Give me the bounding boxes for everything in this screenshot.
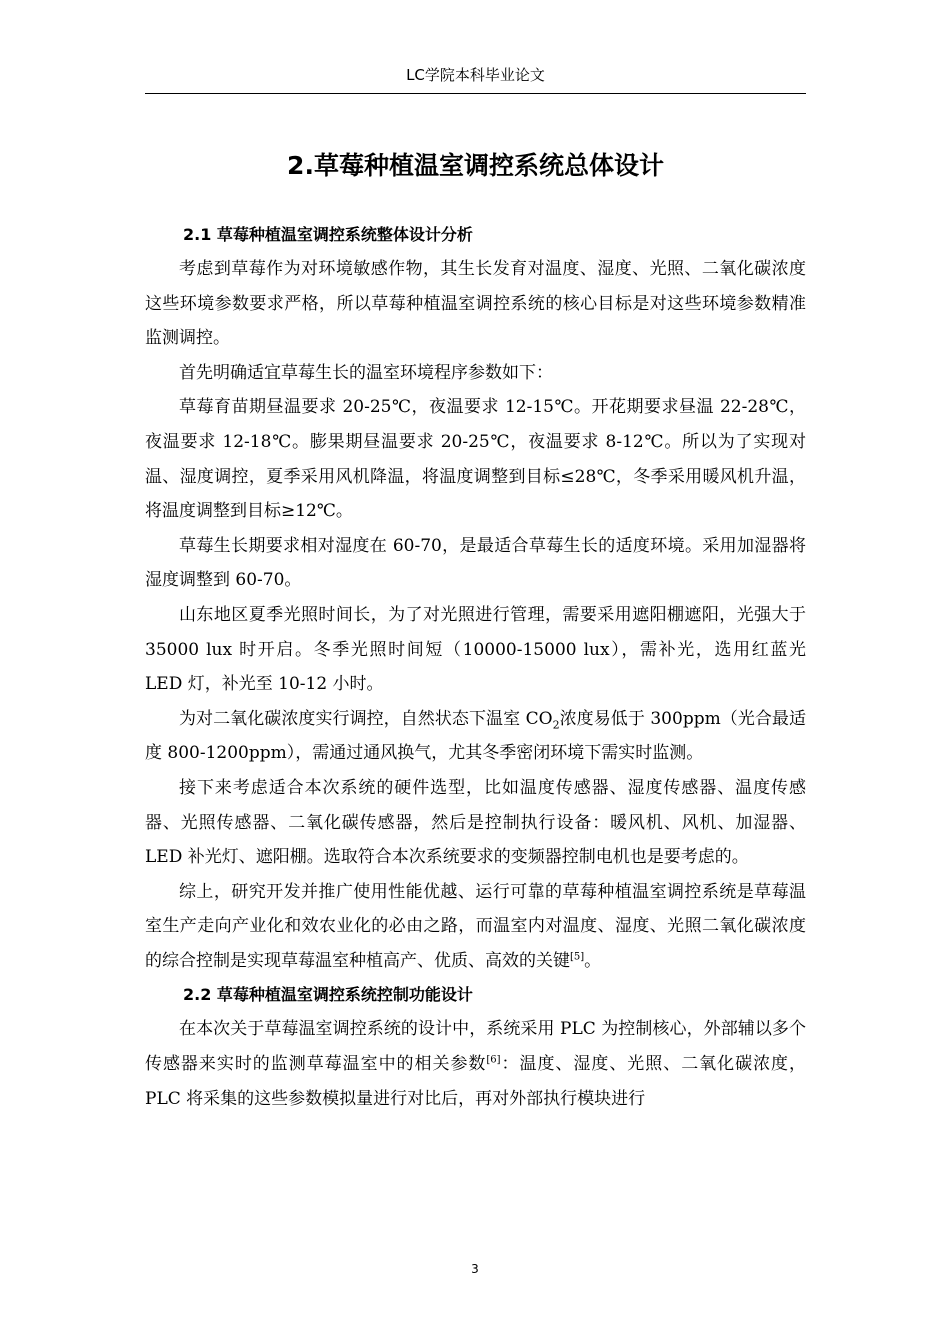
- paragraph: 山东地区夏季光照时间长，为了对光照进行管理，需要采用遮阳棚遮阳，光强大于 35000 lux 时开启。冬季光照时间短（10000-15000 lux），需补光，选用红蓝光 LED 灯，补光至 10-12 小时。: [145, 604, 806, 695]
- paragraph: 首先明确适宜草莓生长的温室环境程序参数如下：: [179, 362, 553, 383]
- summary-end: 。: [584, 950, 602, 971]
- co2-text-before: 为对二氧化碳浓度实行调控，自然状态下温室 CO: [179, 708, 553, 729]
- paragraph: 草莓育苗期昼温要求 20-25℃，夜温要求 12-15℃。开花期要求昼温 22-28℃，夜温要求 12-18℃。膨果期昼温要求 20-25℃，夜温要求 8-12℃。所以为了实现对温、湿度调控，夏季采用风机降温，将温度调整到目标≤28℃，冬季采用暖风机升温，将温度调整到目标≥12℃。: [145, 397, 806, 522]
- section-heading-2-1: 2.1 草莓种植温室调控系统整体设计分析: [183, 225, 473, 244]
- control-text-before: 在本次关于草莓温室调控系统的设计中，系统采用 PLC 为控制核心，外部辅以多个传感器来实时的监测草莓温室中的相关参数: [145, 1019, 806, 1075]
- section-heading-2-2: 2.2 草莓种植温室调控系统控制功能设计: [183, 985, 473, 1005]
- paragraph: 考虑到草莓作为对环境敏感作物，其生长发育对温度、湿度、光照、二氧化碳浓度这些环境参数要求严格，所以草莓种植温室调控系统的核心目标是对这些环境参数精准监测调控。: [145, 259, 806, 349]
- header-text: LC学院本科毕业论文: [406, 66, 545, 84]
- main-content: [145, 218, 806, 1116]
- chapter-title: 2.草莓种植温室调控系统总体设计: [287, 151, 664, 180]
- citation-ref-6: [6]: [486, 1054, 501, 1066]
- citation-ref-5: [5]: [570, 951, 585, 963]
- co2-text-after: 浓度易低于 300ppm（光合最适度 800-1200ppm），需通过通风换气，尤其冬季密闭环境下需实时监测。: [145, 708, 806, 764]
- page-number: 3: [471, 1262, 479, 1276]
- hardware-paragraph: 接下来考虑适合本次系统的硬件选型，比如温度传感器、湿度传感器、温度传感器、光照传感器、二氧化碳传感器，然后是控制执行设备：暖风机、风机、加湿器、LED 补光灯、遮阳棚。选取符合本次系统要求的变频器控制电机也是要考虑的。: [145, 777, 806, 868]
- co2-paragraph: [145, 702, 806, 771]
- summary-text: 综上，研究开发并推广使用性能优越、运行可靠的草莓种植温室调控系统是草莓温室生产走向产业化和效农业化的必由之路，而温室内对温度、湿度、光照二氧化碳浓度的综合控制是实现草莓温室种植高产、优质、高效的关键: [145, 881, 806, 971]
- control-text-after: ：温度、湿度、光照、二氧化碳浓度，PLC 将采集的这些参数模拟量进行对比后，再对外部执行模块进行: [145, 1054, 807, 1109]
- page-header: [145, 62, 806, 94]
- summary-paragraph: [145, 875, 806, 979]
- paragraph: 草莓生长期要求相对湿度在 60-70，是最适合草莓生长的适度环境。采用加湿器将湿度调整到 60-70。: [145, 535, 806, 591]
- control-paragraph: [145, 1012, 806, 1116]
- co2-subscript: 2: [552, 718, 560, 732]
